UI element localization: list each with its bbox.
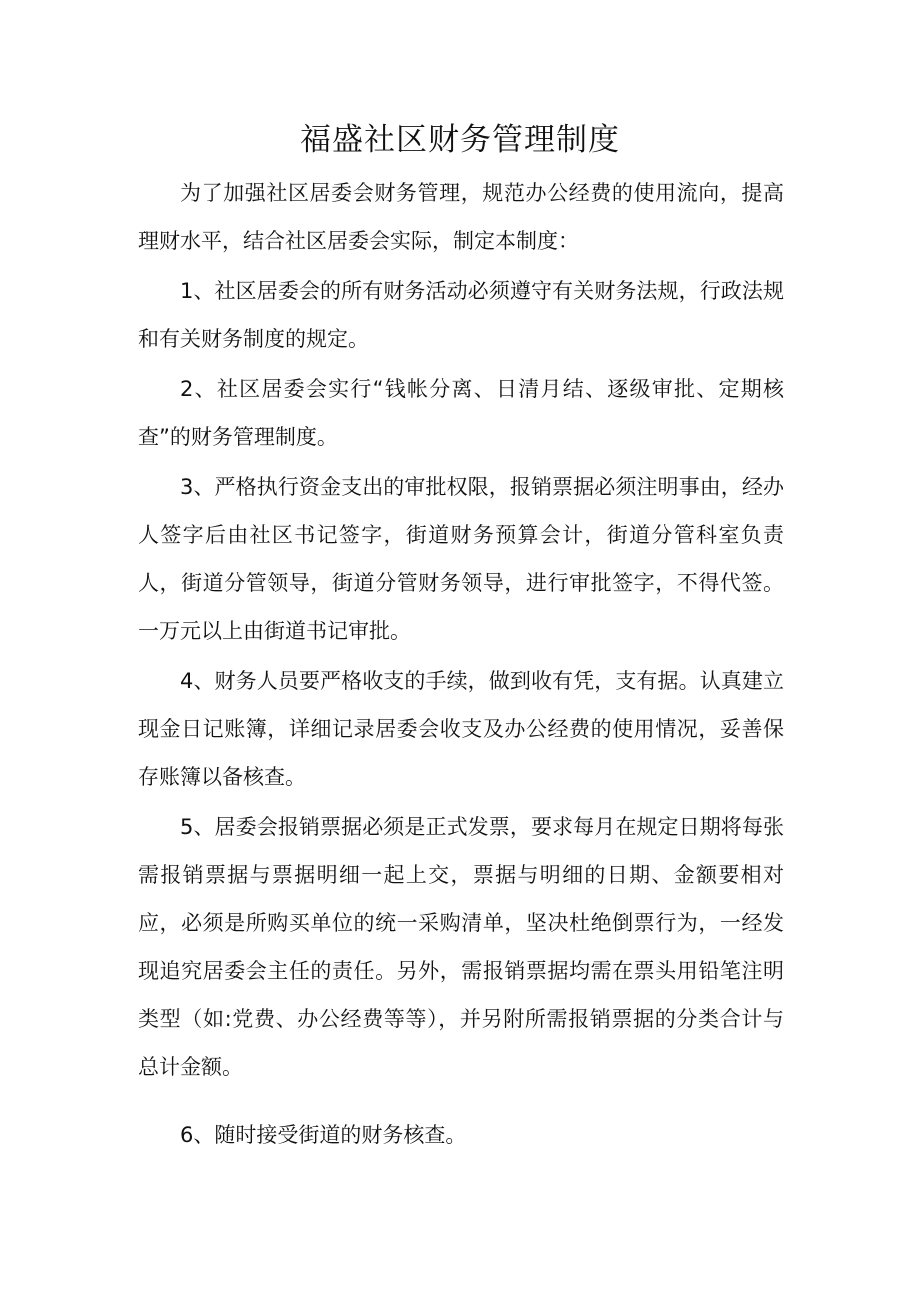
rule-6-paragraph: 6、随时接受街道的财务核查。 (180, 1123, 467, 1147)
rule-2-paragraph: 2、社区居委会实行“钱帐分离、日清月结、逐级审批、定期核查”的财务管理制度。 (138, 377, 784, 449)
rule-3-paragraph: 3、严格执行资金支出的审批权限，报销票据必须注明事由，经办人签字后由社区书记签字，街道财务预算会计，街道分管科室负责人，街道分管领导，街道分管财务领导，进行审批签字，不得代签。一万元以上由街道书记审批。 (138, 475, 784, 643)
rule-4-paragraph: 4、财务人员要严格收支的手续，做到收有凭，支有据。认真建立现金日记账簿，详细记录居委会收支及办公经费的使用情况，妥善保存账簿以备核查。 (138, 669, 784, 789)
document-body (138, 169, 784, 1159)
document-title: 福盛社区财务管理制度 (300, 122, 620, 158)
rule-5-paragraph: 5、居委会报销票据必须是正式发票，要求每月在规定日期将每张需报销票据与票据明细一起上交，票据与明细的日期、金额要相对应，必须是所购买单位的统一采购清单，坚决杜绝倒票行为，一经发现追究居委会主任的责任。另外，需报销票据均需在票头用铅笔注明类型（如:党费、办公经费等等），并另附所需报销票据的分类合计与总计金额。 (138, 815, 784, 1079)
intro-paragraph: 为了加强社区居委会财务管理，规范办公经费的使用流向，提高理财水平，结合社区居委会实际，制定本制度： (138, 181, 784, 253)
rule-1-paragraph: 1、社区居委会的所有财务活动必须遵守有关财务法规，行政法规和有关财务制度的规定。 (138, 279, 784, 351)
